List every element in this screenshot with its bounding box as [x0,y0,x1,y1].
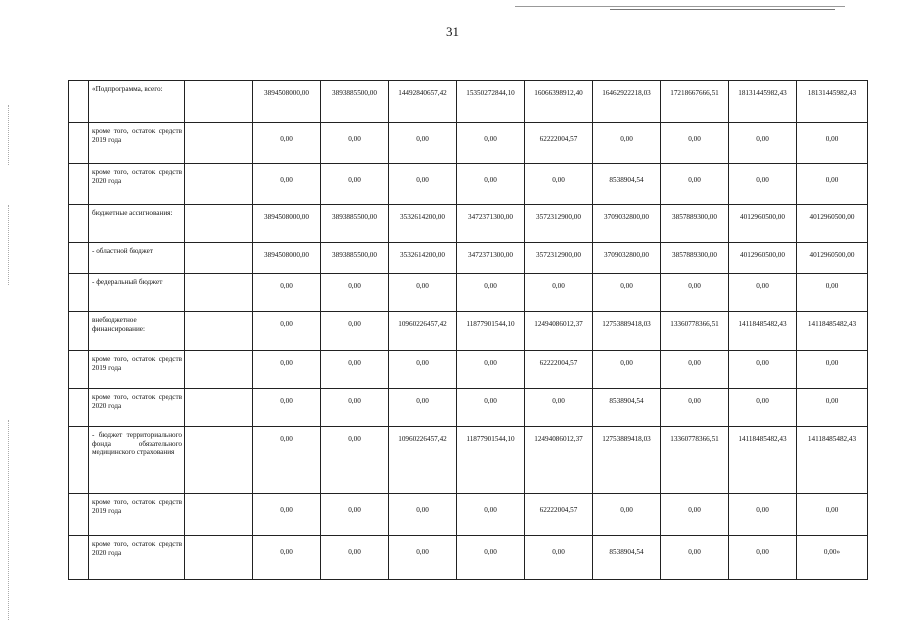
value-cell: 0,00 [457,123,525,164]
empty-cell [69,536,89,580]
value-cell: 0,00 [525,389,593,427]
value-cell: 18131445982,43 [797,81,868,123]
value-cell: 13360778366,51 [661,312,729,351]
value-cell: 3894508000,00 [253,81,321,123]
value-cell: 0,00 [389,123,457,164]
value-cell: 3709032800,00 [593,243,661,274]
empty-cell [185,274,253,312]
row-label: внебюджетное финансирование: [89,312,185,351]
value-cell: 0,00 [457,274,525,312]
row-label: кроме того, остаток средств 2019 года [89,351,185,389]
value-cell: 12494086012,37 [525,312,593,351]
value-cell: 0,00 [321,123,389,164]
value-cell: 0,00 [729,274,797,312]
value-cell: 0,00 [321,536,389,580]
value-cell: 0,00 [797,164,868,205]
table-row [69,123,868,164]
value-cell: 0,00» [797,536,868,580]
table-row [69,81,868,123]
value-cell: 0,00 [729,351,797,389]
margin-binding-marks [8,205,11,285]
value-cell: 0,00 [457,494,525,536]
value-cell: 3893885500,00 [321,205,389,243]
row-label: «Подпрограмма, всего: [89,81,185,123]
page-number: 31 [446,24,459,39]
value-cell: 3532614200,00 [389,205,457,243]
value-cell: 10960226457,42 [389,427,457,494]
value-cell: 62222004,57 [525,123,593,164]
value-cell: 14118485482,43 [797,312,868,351]
value-cell: 11877901544,10 [457,312,525,351]
value-cell: 0,00 [797,274,868,312]
empty-cell [185,389,253,427]
value-cell: 12753889418,03 [593,312,661,351]
value-cell: 3572312900,00 [525,205,593,243]
value-cell: 3709032800,00 [593,205,661,243]
value-cell: 0,00 [457,164,525,205]
value-cell: 0,00 [661,274,729,312]
value-cell: 0,00 [253,164,321,205]
value-cell: 0,00 [321,427,389,494]
value-cell: 0,00 [389,494,457,536]
value-cell: 4012960500,00 [797,205,868,243]
value-cell: 0,00 [661,389,729,427]
value-cell: 0,00 [389,164,457,205]
row-label: кроме того, остаток средств 2020 года [89,164,185,205]
value-cell: 0,00 [253,389,321,427]
value-cell: 3857889300,00 [661,243,729,274]
value-cell: 0,00 [661,123,729,164]
value-cell: 15350272844,10 [457,81,525,123]
value-cell: 4012960500,00 [729,205,797,243]
row-label: бюджетные ассигнования: [89,205,185,243]
value-cell: 3893885500,00 [321,81,389,123]
value-cell: 16066398912,40 [525,81,593,123]
value-cell: 3532614200,00 [389,243,457,274]
empty-cell [69,389,89,427]
value-cell: 0,00 [321,274,389,312]
value-cell: 14118485482,43 [729,312,797,351]
empty-cell [185,427,253,494]
empty-cell [69,164,89,205]
table-row [69,351,868,389]
value-cell: 0,00 [253,312,321,351]
empty-cell [185,494,253,536]
value-cell: 0,00 [593,123,661,164]
row-label: кроме того, остаток средств 2019 года [89,494,185,536]
row-label: кроме того, остаток средств 2020 года [89,389,185,427]
value-cell: 3572312900,00 [525,243,593,274]
margin-binding-marks [8,420,11,620]
row-label: кроме того, остаток средств 2020 года [89,536,185,580]
value-cell: 0,00 [729,494,797,536]
value-cell: 0,00 [797,123,868,164]
value-cell: 0,00 [797,389,868,427]
value-cell: 0,00 [321,494,389,536]
empty-cell [69,81,89,123]
row-label: - бюджет территориального фонда обязательного медицинского страхования [89,427,185,494]
empty-cell [69,243,89,274]
value-cell: 0,00 [389,389,457,427]
value-cell: 0,00 [457,536,525,580]
empty-cell [69,312,89,351]
value-cell: 0,00 [321,389,389,427]
table-row [69,243,868,274]
row-label: кроме того, остаток средств 2019 года [89,123,185,164]
table-row [69,205,868,243]
value-cell: 0,00 [253,274,321,312]
funding-table [68,80,868,580]
value-cell: 16462922218,03 [593,81,661,123]
value-cell: 3472371300,00 [457,243,525,274]
value-cell: 0,00 [389,274,457,312]
value-cell: 14118485482,43 [797,427,868,494]
value-cell: 12494086012,37 [525,427,593,494]
value-cell: 3893885500,00 [321,243,389,274]
value-cell: 0,00 [457,351,525,389]
value-cell: 0,00 [525,536,593,580]
value-cell: 0,00 [253,123,321,164]
value-cell: 0,00 [457,389,525,427]
empty-cell [185,123,253,164]
row-label: - федеральный бюджет [89,274,185,312]
value-cell: 3894508000,00 [253,243,321,274]
table-row [69,274,868,312]
value-cell: 3894508000,00 [253,205,321,243]
value-cell: 8538904,54 [593,389,661,427]
table-row [69,494,868,536]
value-cell: 11877901544,10 [457,427,525,494]
value-cell: 62222004,57 [525,494,593,536]
value-cell: 0,00 [525,164,593,205]
empty-cell [69,205,89,243]
empty-cell [69,427,89,494]
value-cell: 18131445982,43 [729,81,797,123]
value-cell: 0,00 [661,351,729,389]
margin-binding-marks [8,105,11,165]
value-cell: 0,00 [253,536,321,580]
row-label: - областной бюджет [89,243,185,274]
value-cell: 0,00 [797,494,868,536]
empty-cell [185,536,253,580]
value-cell: 3857889300,00 [661,205,729,243]
empty-cell [185,312,253,351]
value-cell: 0,00 [253,351,321,389]
value-cell: 14492840657,42 [389,81,457,123]
value-cell: 0,00 [593,274,661,312]
value-cell: 0,00 [321,351,389,389]
value-cell: 0,00 [661,164,729,205]
value-cell: 8538904,54 [593,536,661,580]
table-row [69,536,868,580]
empty-cell [69,274,89,312]
empty-cell [185,164,253,205]
value-cell: 4012960500,00 [729,243,797,274]
value-cell: 12753889418,03 [593,427,661,494]
value-cell: 14118485482,43 [729,427,797,494]
value-cell: 17218667666,51 [661,81,729,123]
table-row [69,427,868,494]
empty-cell [185,205,253,243]
value-cell: 0,00 [729,389,797,427]
header-rule-secondary [610,9,835,10]
value-cell: 0,00 [797,351,868,389]
empty-cell [69,494,89,536]
value-cell: 62222004,57 [525,351,593,389]
value-cell: 0,00 [593,351,661,389]
value-cell: 0,00 [729,536,797,580]
value-cell: 0,00 [729,164,797,205]
value-cell: 0,00 [389,351,457,389]
table-row [69,389,868,427]
value-cell: 0,00 [729,123,797,164]
value-cell: 0,00 [661,536,729,580]
header-rule [515,6,845,7]
empty-cell [69,123,89,164]
empty-cell [185,81,253,123]
value-cell: 0,00 [321,164,389,205]
value-cell: 10960226457,42 [389,312,457,351]
empty-cell [185,243,253,274]
value-cell: 0,00 [253,494,321,536]
value-cell: 0,00 [661,494,729,536]
value-cell: 8538904,54 [593,164,661,205]
empty-cell [69,351,89,389]
empty-cell [185,351,253,389]
value-cell: 0,00 [525,274,593,312]
value-cell: 0,00 [253,427,321,494]
value-cell: 13360778366,51 [661,427,729,494]
value-cell: 3472371300,00 [457,205,525,243]
value-cell: 0,00 [389,536,457,580]
value-cell: 0,00 [593,494,661,536]
table-row [69,312,868,351]
table-row [69,164,868,205]
value-cell: 0,00 [321,312,389,351]
value-cell: 4012960500,00 [797,243,868,274]
